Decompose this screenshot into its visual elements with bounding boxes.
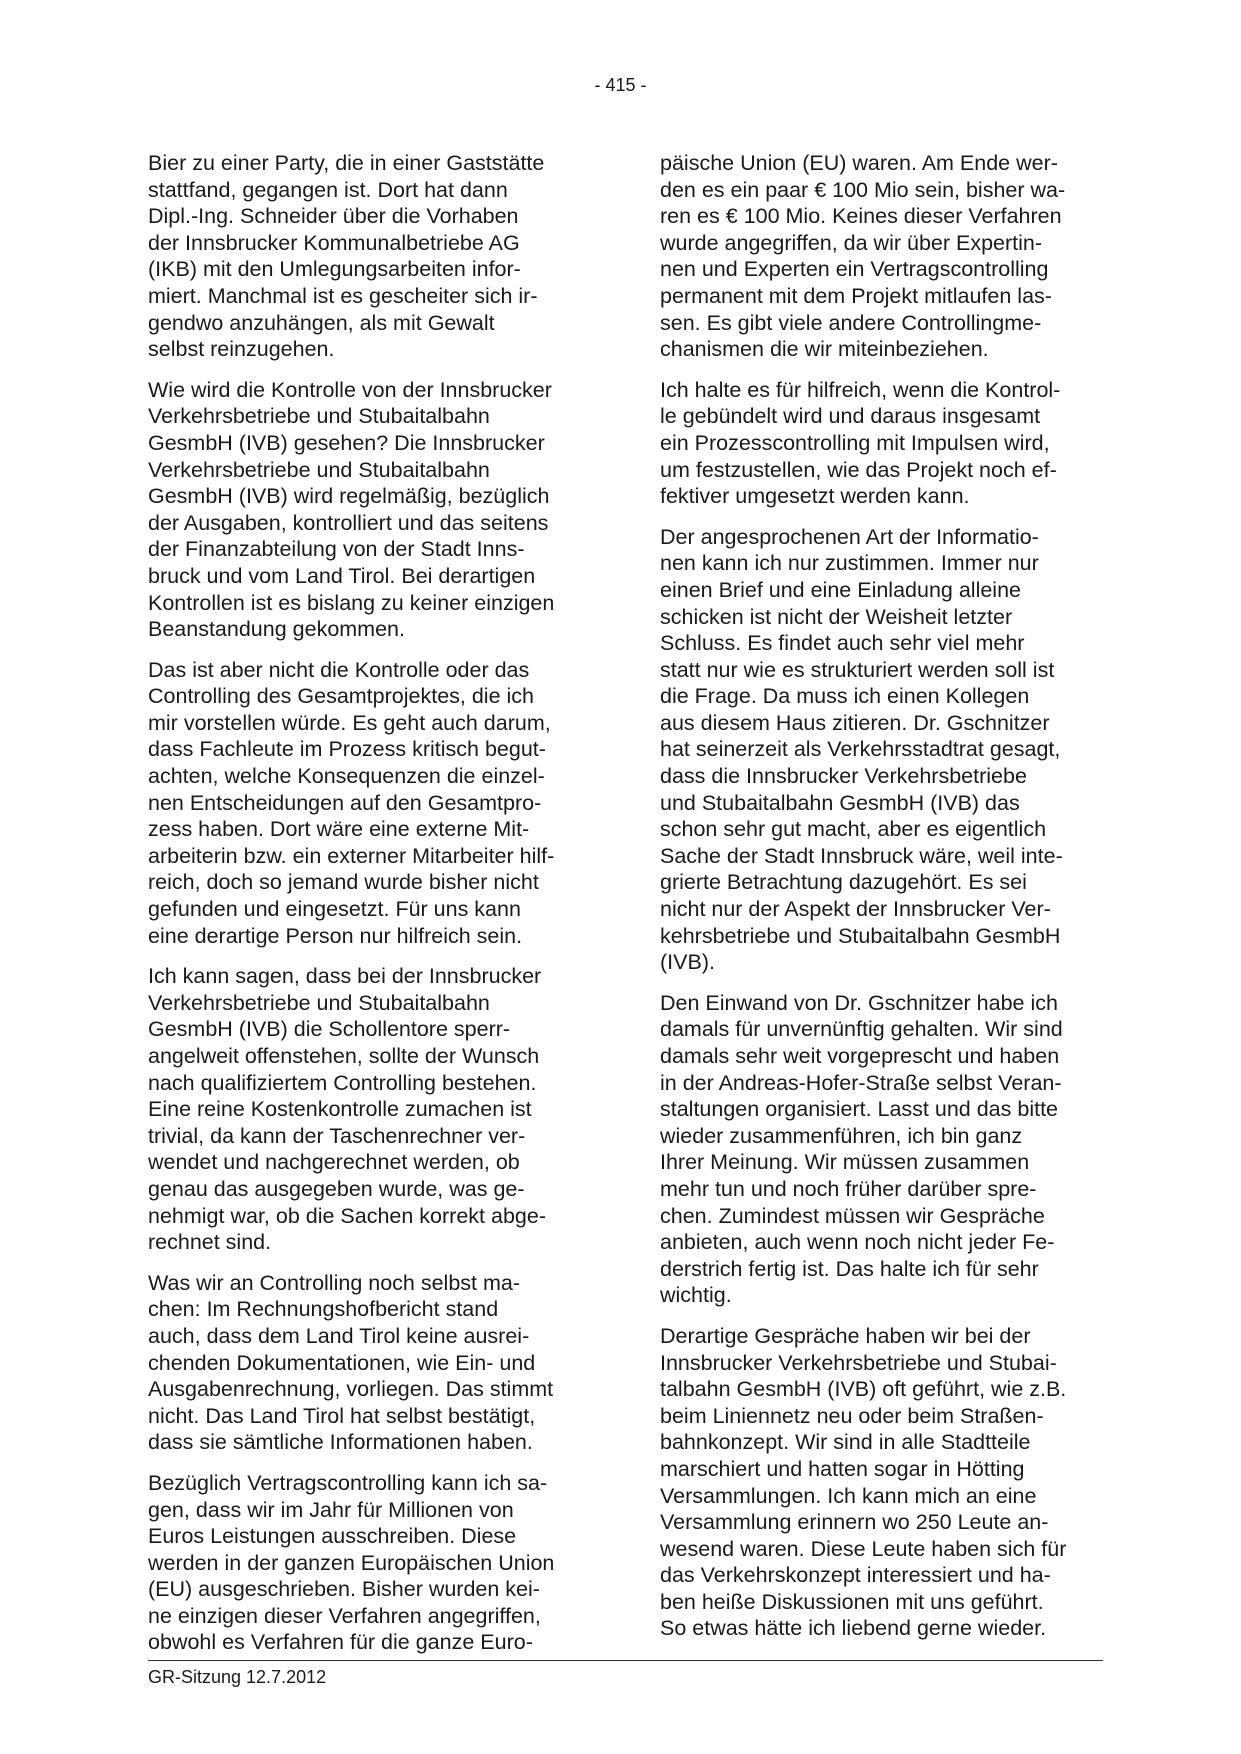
paragraph: Ich halte es für hilfreich, wenn die Kontrol- le gebündelt wird und daraus insgesamt ein Prozesscontrolling mit Impulsen wird, um festzustellen, wie das Projekt noch ef- fektiver umgesetzt werden kann.	[660, 377, 1061, 509]
paragraph: Bezüglich Vertragscontrolling kann ich sa- gen, dass wir im Jahr für Millionen von Euros Leistungen ausschreiben. Diese werden in der ganzen Europäischen Union (EU) ausgeschrieben. Bisher wurden kei- ne einzigen dieser Verfahren angegriffen, obwohl es Verfahren für die ganze Euro-	[148, 1470, 555, 1655]
paragraph: Ich kann sagen, dass bei der Innsbrucker Verkehrsbetriebe und Stubaitalbahn GesmbH (IVB) die Schollentore sperr- angelweit offenstehen, sollte der Wunsch nach qualifiziertem Controlling bestehen. Eine reine Kostenkontrolle zumachen ist trivial, da kann der Taschenrechner ver- wendet und nachgerechnet werden, ob genau das ausgegeben wurde, was ge- nehmigt war, ob die Sachen korrekt abge- rechnet sind.	[148, 964, 546, 1255]
paragraph: Den Einwand von Dr. Gschnitzer habe ich damals für unvernünftig gehalten. Wir sind damals sehr weit vorgeprescht und haben in der Andreas-Hofer-Straße selbst Veran- staltungen organisiert. Lasst und das bitte wieder zusammenführen, ich bin ganz Ihrer Meinung. Wir müssen zusammen mehr tun und noch früher darüber spre- chen. Zumindest müssen wir Gespräche anbieten, auch wenn noch nicht jeder Fe- derstrich fertig ist. Das halte ich für sehr wichtig.	[660, 990, 1063, 1308]
paragraph: Wie wird die Kontrolle von der Innsbrucker Verkehrsbetriebe und Stubaitalbahn GesmbH (IVB) gesehen? Die Innsbrucker Verkehrsbetriebe und Stubaitalbahn GesmbH (IVB) wird regelmäßig, bezüglich der Ausgaben, kontrolliert und das seitens der Finanzabteilung von der Stadt Inns- bruck und vom Land Tirol. Bei derartigen Kontrollen ist es bislang zu keiner einzigen Beanstandung gekommen.	[148, 377, 555, 642]
paragraph: Der angesprochenen Art der Informatio- nen kann ich nur zustimmen. Immer nur einen Brief und eine Einladung alleine schicken ist nicht der Weisheit letzter Schluss. Es findet auch sehr viel mehr statt nur wie es strukturiert werden soll ist die Frage. Da muss ich einen Kollegen aus diesem Haus zitieren. Dr. Gschnitzer hat seinerzeit als Verkehrsstadtrat gesagt, dass die Innsbrucker Verkehrsbetriebe und Stubaitalbahn GesmbH (IVB) das schon sehr gut macht, aber es eigentlich Sache der Stadt Innsbruck wäre, weil inte- grierte Betrachtung dazugehört. Es sei nicht nur der Aspekt der Innsbrucker Ver- kehrsbetriebe und Stubaitalbahn GesmbH (IVB).	[660, 524, 1063, 975]
paragraph: Derartige Gespräche haben wir bei der Innsbrucker Verkehrsbetriebe und Stubai- talbahn GesmbH (IVB) oft geführt, wie z.B. beim Liniennetz neu oder beim Straßen- bahnkonzept. Wir sind in alle Stadtteile marschiert und hatten sogar in Hötting Versammlungen. Ich kann mich an eine Versammlung erinnern wo 250 Leute an- wesend waren. Diese Leute haben sich für das Verkehrskonzept interessiert und ha- ben heiße Diskussionen mit uns geführt. So etwas hätte ich liebend gerne wieder.	[660, 1323, 1067, 1641]
footer-session-date: GR-Sitzung 12.7.2012	[148, 1667, 327, 1687]
right-column	[660, 150, 1105, 1656]
paragraph: päische Union (EU) waren. Am Ende wer- den es ein paar € 100 Mio sein, bisher wa- ren es € 100 Mio. Keines dieser Verfahren wurde angegriffen, da wir über Expertin- nen und Experten ein Vertragscontrolling permanent mit dem Projekt mitlaufen las- sen. Es gibt viele andere Controllingme- chanismen die wir miteinbeziehen.	[660, 151, 1066, 362]
paragraph: Bier zu einer Party, die in einer Gaststätte stattfand, gegangen ist. Dort hat dann Dipl.-Ing. Schneider über die Vorhaben der Innsbrucker Kommunalbetriebe AG (IKB) mit den Umlegungsarbeiten infor- miert. Manchmal ist es gescheiter sich ir- gendwo anzuhängen, als mit Gewalt selbst reinzugehen.	[148, 151, 545, 362]
page-number: - 415 -	[594, 75, 647, 95]
footer-divider	[148, 1660, 1103, 1661]
paragraph: Was wir an Controlling noch selbst ma- chen: Im Rechnungshofbericht stand auch, dass dem Land Tirol keine ausrei- chenden Dokumentationen, wie Ein- und Ausgabenrechnung, vorliegen. Das stimmt nicht. Das Land Tirol hat selbst bestätigt, dass sie sämtliche Informationen haben.	[148, 1270, 554, 1455]
paragraph: Das ist aber nicht die Kontrolle oder das Controlling des Gesamtprojektes, die ich mir vorstellen würde. Es geht auch darum, dass Fachleute im Prozess kritisch begut- achten, welche Konsequenzen die einzel- nen Entscheidungen auf den Gesamtpro- zess haben. Dort wäre eine externe Mit- arbeiterin bzw. ein externer Mitarbeiter hilf- reich, doch so jemand wurde bisher nicht gefunden und eingesetzt. Für uns kann eine derartige Person nur hilfreich sein.	[148, 657, 555, 948]
left-column	[148, 150, 593, 1670]
